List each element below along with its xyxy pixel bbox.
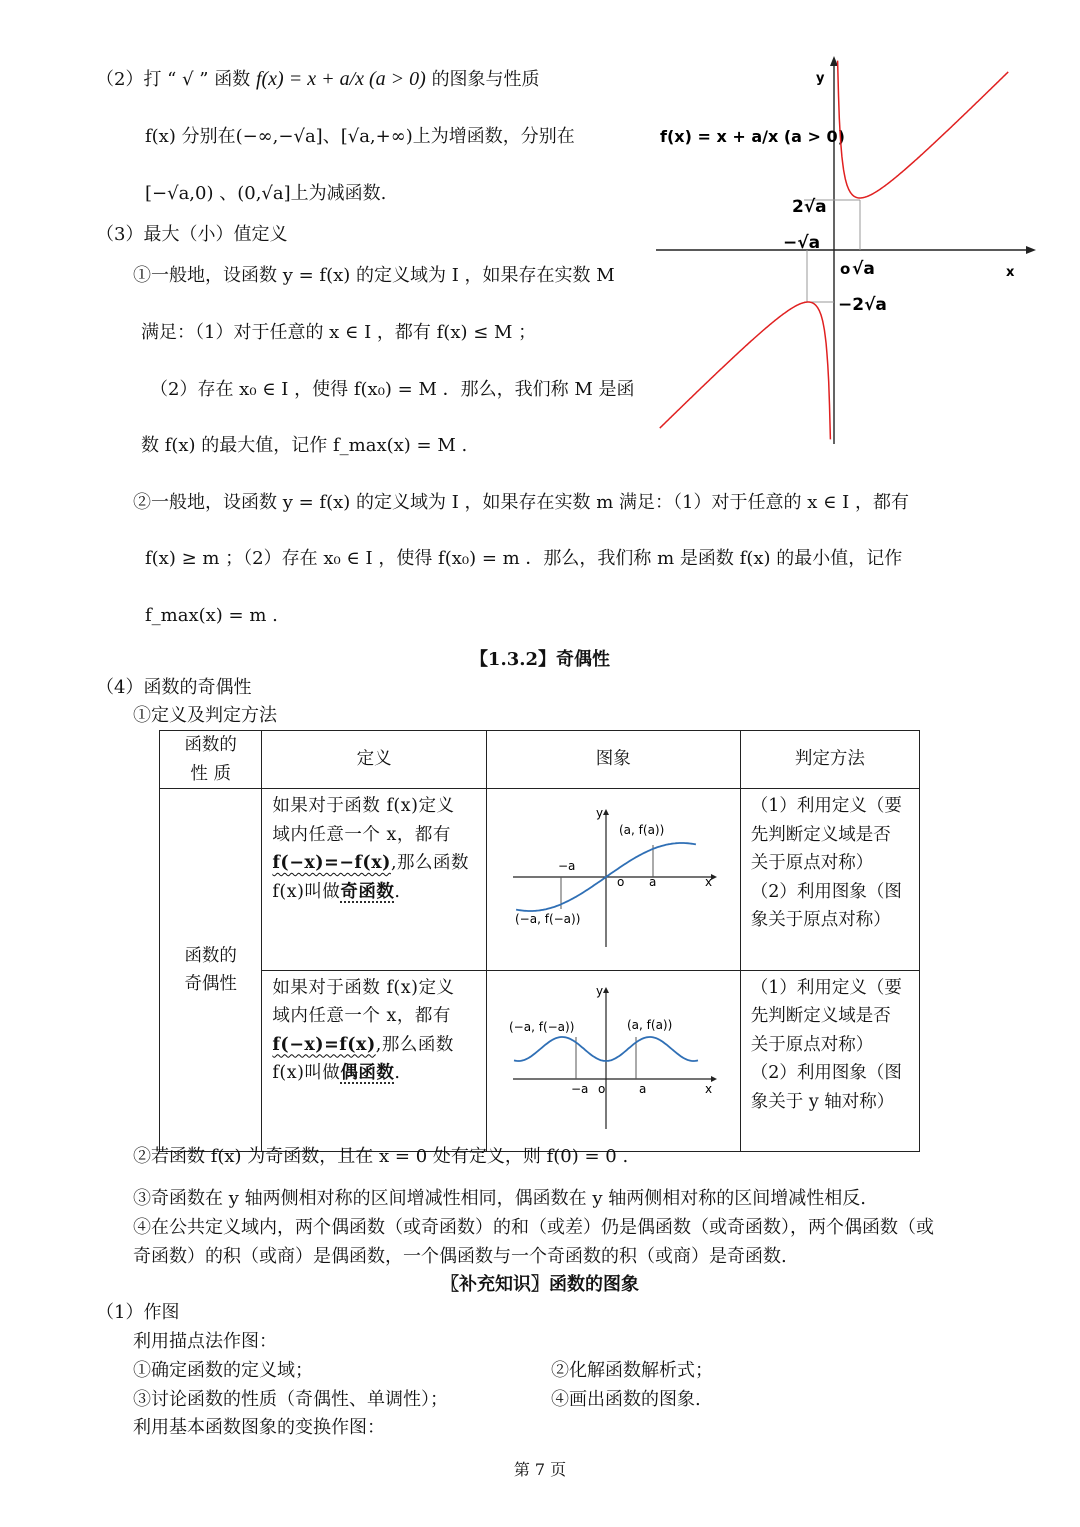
curve-left-branch — [660, 302, 831, 439]
tick-function-graph — [650, 52, 1040, 452]
decreasing-intervals-text: [−√a,0) 、(0,√a]上为减函数. — [145, 183, 387, 204]
row-label-parity: 函数的 奇偶性 — [160, 789, 262, 1152]
table-row-odd — [160, 789, 920, 971]
even-point-a-label: (a, f(a)) — [626, 1017, 673, 1032]
tick-function-formula: f(x) = x + a/x (a > 0) — [255, 68, 426, 90]
graph-y-label: y — [816, 71, 825, 86]
even-equation: f(−x)=f(x) — [272, 1034, 376, 1055]
section-1-3-2-title: 【1.3.2】奇偶性 — [469, 649, 611, 670]
odd-a-label: a — [648, 875, 657, 889]
even-graph-cell — [486, 970, 740, 1152]
odd-function-graph — [487, 789, 740, 960]
even-method-cell: （1）利用定义（要 先判断定义域是否 关于原点对称） （2）利用图象（图 象关于 y 轴对称） — [740, 970, 919, 1152]
step-4: ④画出函数的图象. — [551, 1389, 701, 1410]
min-def-line-1: ②一般地，设函数 y = f(x) 的定义域为 I ，如果存在实数 m 满足：（1）对于任意的 x ∈ I ，都有 — [133, 492, 909, 513]
max-def-line-3: （2）存在 x₀ ∈ I ，使得 f(x₀) = M ．那么，我们称 M 是函 — [150, 379, 635, 400]
odd-x-label: x — [704, 875, 712, 889]
even-x-label: x — [704, 1081, 712, 1096]
page-number: 第 7 页 — [513, 1460, 567, 1479]
odd-y-label: y — [595, 806, 603, 820]
odd-graph-cell — [486, 789, 740, 971]
section-4-heading: （4）函数的奇偶性 — [96, 677, 252, 698]
section-4-subheading: ①定义及判定方法 — [133, 705, 277, 726]
even-function-graph — [487, 971, 740, 1142]
section-3-heading: （3）最大（小）值定义 — [96, 224, 288, 245]
transform-method-text: 利用基本函数图象的变换作图： — [133, 1417, 385, 1438]
even-neg-a-label: −a — [570, 1081, 589, 1096]
supplement-title: 〖补充知识〗函数的图象 — [441, 1274, 639, 1295]
odd-origin-label: o — [616, 875, 625, 889]
header-definition: 定义 — [262, 731, 486, 789]
max-def-line-2: 满足：（1）对于任意的 x ∈ I ，都有 f(x) ≤ M ； — [141, 322, 537, 343]
even-point-neg-a-label: (−a, f(−a)) — [508, 1019, 575, 1034]
even-function-term: 偶函数 — [340, 1063, 395, 1083]
parity-table — [159, 730, 920, 1152]
graph-title: f(x) = x + a/x (a > 0) — [660, 127, 845, 146]
odd-point-neg-a-label: (−a, f(−a)) — [514, 912, 581, 926]
step-1: ①确定函数的定义域； — [133, 1360, 313, 1381]
label-sqrt-a: √a — [852, 259, 875, 279]
note-4-line-2: 奇函数）的积（或商）是偶函数，一个偶函数与一个奇函数的积（或商）是奇函数. — [133, 1246, 787, 1267]
label-neg-sqrt-a: −√a — [783, 233, 821, 253]
odd-function-term: 奇函数 — [340, 881, 395, 902]
header-method: 判定方法 — [740, 731, 919, 789]
header-property: 函数的 性 质 — [160, 731, 262, 789]
plotting-method-text: 利用描点法作图： — [133, 1331, 277, 1352]
step-2: ②化解函数解析式； — [551, 1360, 713, 1381]
even-a-label: a — [638, 1081, 647, 1096]
min-def-line-2: f(x) ≥ m ；（2）存在 x₀ ∈ I ，使得 f(x₀) = m ．那么，我们称 m 是函数 f(x) 的最小值，记作 — [145, 548, 903, 569]
label-2-sqrt-a: 2√a — [792, 197, 827, 217]
note-3: ③奇函数在 y 轴两侧相对称的区间增减性相同，偶函数在 y 轴两侧相对称的区间增减性相反. — [133, 1188, 866, 1209]
odd-neg-a-label: −a — [557, 859, 576, 873]
odd-definition-cell: 如果对于函数 f(x)定义 域内任意一个 x，都有 f(−x)=−f(x),那么函数 f(x)叫做奇函数. — [262, 789, 486, 971]
max-def-line-4: 数 f(x) 的最大值，记作 f_max(x) = M . — [141, 435, 468, 456]
even-y-label: y — [595, 983, 603, 998]
step-3: ③讨论函数的性质（奇偶性、单调性）； — [133, 1389, 448, 1410]
table-header-row — [160, 731, 920, 789]
table-row-even — [160, 970, 920, 1152]
odd-method-cell: （1）利用定义（要 先判断定义域是否 关于原点对称） （2）利用图象（图 象关于原点对称） — [740, 789, 919, 971]
min-def-line-3: f_max(x) = m . — [145, 605, 278, 626]
odd-equation: f(−x)=−f(x) — [272, 853, 391, 873]
label-origin: o — [840, 260, 851, 278]
graphing-heading: （1）作图 — [96, 1302, 180, 1323]
note-4-line-1: ④在公共定义域内，两个偶函数（或奇函数）的和（或差）仍是偶函数（或奇函数），两个偶函数（或 — [133, 1217, 934, 1238]
max-def-line-1: ①一般地，设函数 y = f(x) 的定义域为 I ，如果存在实数 M — [133, 265, 615, 286]
section-2-heading: （2）打 “ √ ” 函数 f(x) = x + a/x (a > 0) 的图象与性质 — [96, 68, 540, 90]
even-definition-cell: 如果对于函数 f(x)定义 域内任意一个 x，都有 f(−x)=f(x),那么函数 f(x)叫做偶函数. — [262, 970, 486, 1152]
label-neg-2-sqrt-a: −2√a — [838, 295, 887, 315]
header-graph: 图象 — [486, 731, 740, 789]
curve-right-branch — [838, 61, 1009, 198]
graph-x-label: x — [1006, 265, 1015, 280]
odd-point-a-label: (a, f(a)) — [618, 823, 665, 837]
increasing-intervals-text: f(x) 分别在(−∞,−√a]、[√a,+∞)上为增函数，分别在 — [145, 126, 575, 147]
note-2: ②若函数 f(x) 为奇函数，且在 x = 0 处有定义，则 f(0) = 0 . — [133, 1146, 629, 1167]
even-origin-label: o — [597, 1081, 606, 1096]
